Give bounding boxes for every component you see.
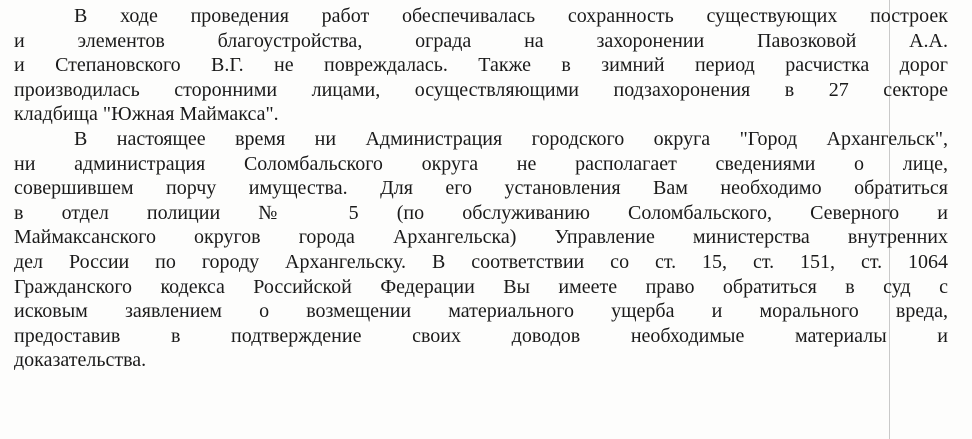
paragraph-line: Маймаксанского округов города Архангельска) Управление министерства внутренних: [14, 226, 948, 249]
paragraph-line: производилась сторонними лицами, осуществляющими подзахоронения в 27 секторе: [14, 78, 948, 101]
paragraph-line: в отдел полиции № 5 (по обслуживанию Соломбальского, Северного и: [14, 201, 948, 224]
paragraph-line: дел России по городу Архангельску. В соответствии со ст. 15, ст. 151, ст. 1064: [14, 250, 948, 273]
paragraph-line: предоставив в подтверждение своих доводов необходимые материалы и: [14, 324, 948, 347]
paragraph-line: ни администрация Соломбальского округа не располагает сведениями о лице,: [14, 152, 948, 175]
letter-body: [14, 4, 948, 373]
paragraph-line: доказательства.: [14, 349, 147, 372]
paragraph-1: [14, 4, 948, 127]
paragraph-line: и Степановского В.Г. не повреждалась. Также в зимний период расчистка дорог: [14, 54, 948, 77]
paragraph-line: В ходе проведения работ обеспечивалась сохранность существующих построек: [74, 5, 948, 27]
paragraph-line: исковым заявлением о возмещении материального ущерба и морального вреда,: [14, 300, 948, 323]
paragraph-2: [14, 127, 948, 373]
paragraph-line: кладбища "Южная Маймакса".: [14, 103, 279, 126]
paragraph-line: совершившем порчу имущества. Для его установления Вам необходимо обратиться: [14, 177, 948, 200]
paragraph-line: и элементов благоустройства, ограда на захоронении Павозковой А.А.: [14, 29, 948, 52]
paragraph-line: В настоящее время ни Администрация городского округа "Город Архангельск",: [74, 127, 948, 150]
paragraph-line: Гражданского кодекса Российской Федерации Вы имеете право обратиться в суд с: [14, 275, 948, 298]
